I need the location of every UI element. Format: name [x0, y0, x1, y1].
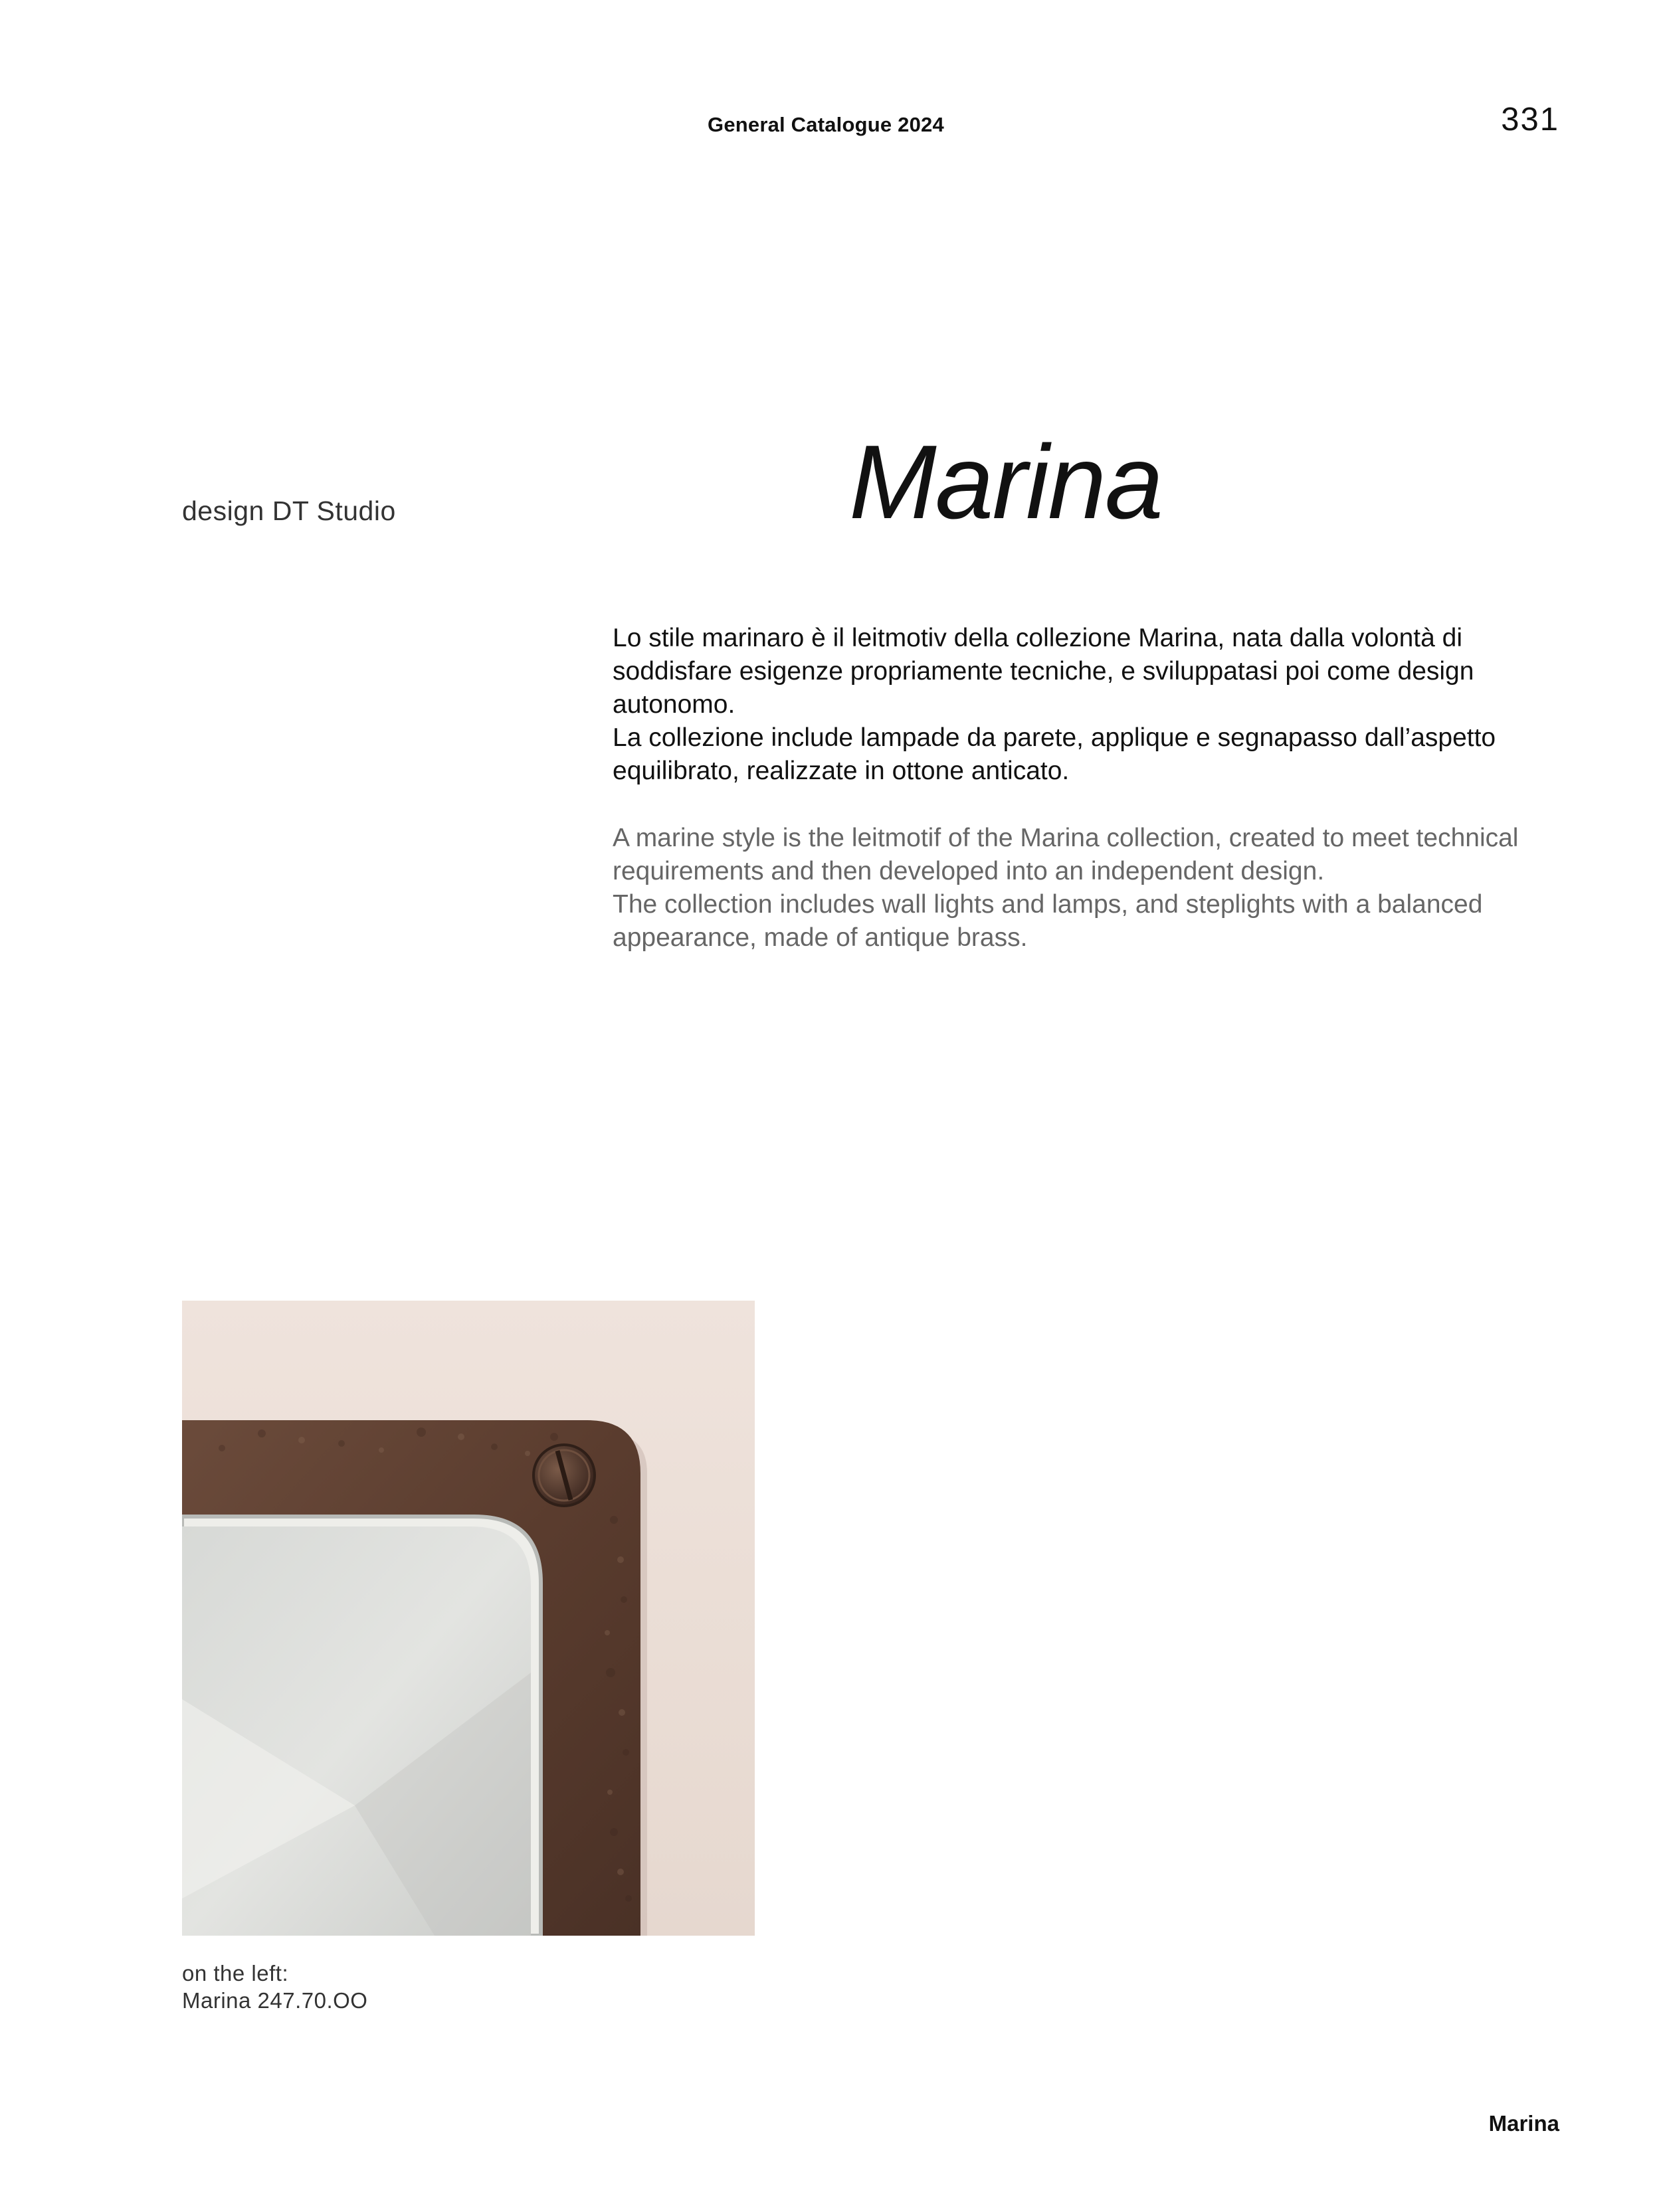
- caption-line: on the left:: [182, 1961, 289, 1985]
- designer-credit: design DT Studio: [182, 496, 396, 526]
- description-english-paragraph: A marine style is the leitmotif of the Marina collection, created to meet technical requirements and then developed into an independent design.: [613, 824, 1519, 885]
- footer-section-label: Marina: [1488, 2111, 1559, 2136]
- catalogue-title: General Catalogue 2024: [708, 113, 944, 136]
- description-english-paragraph: The collection includes wall lights and lamps, and steplights with a balanced appearance, made of antique brass.: [613, 890, 1483, 952]
- caption-product-code: Marina 247.70.OO: [182, 1988, 368, 2013]
- collection-title: Marina: [849, 424, 1162, 541]
- product-photo: [182, 1301, 755, 1936]
- description-italian-paragraph: Lo stile marinaro è il leitmotiv della collezione Marina, nata dalla volontà di soddisfare esigenze propriamente tecniche, e sviluppatasi poi come design autonomo.: [613, 624, 1474, 719]
- description-italian: [613, 622, 1569, 788]
- description-italian-paragraph: La collezione include lampade da parete, applique e segnapasso dall’aspetto equilibrato, realizzate in ottone anticato.: [613, 723, 1496, 785]
- description-english: [613, 822, 1569, 955]
- page-number: 331: [1501, 102, 1559, 138]
- photo-caption: [182, 1960, 367, 2014]
